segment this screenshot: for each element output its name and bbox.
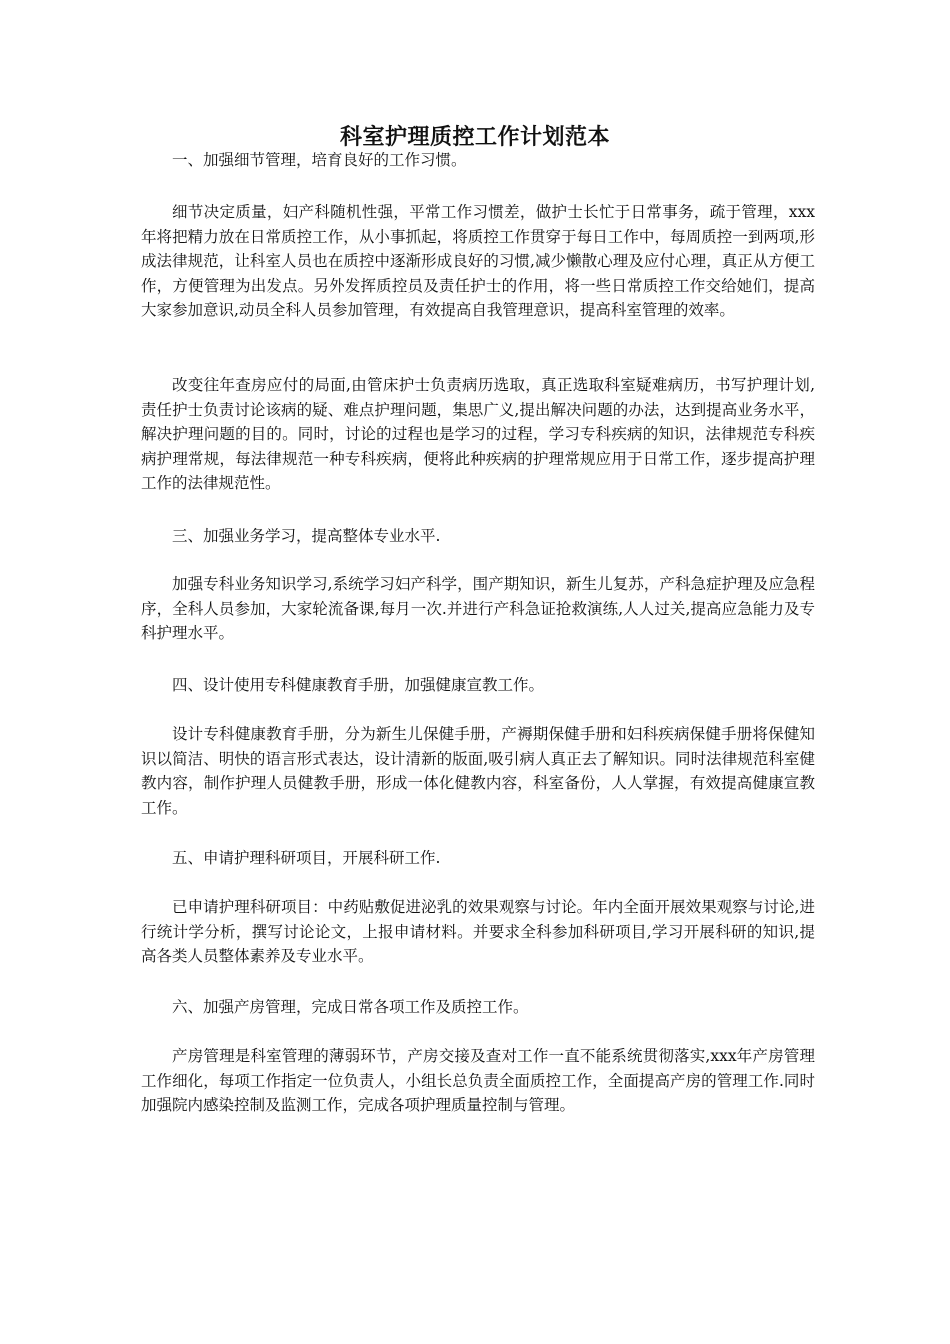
section-5-body: 已申请护理科研项目：中药贴敷促进泌乳的效果观察与讨论。年内全面开展效果观察与讨论,进行统计学分析，撰写讨论论文，上报申请材料。并要求全科参加科研项目,学习开展科研的知识,提高各类人员整体素养及专业水平。 [141, 898, 815, 965]
section-4-heading: 四、设计使用专科健康教育手册，加强健康宣教工作。 [172, 676, 545, 694]
section-6-body: 产房管理是科室管理的薄弱环节，产房交接及查对工作一直不能系统贯彻落实,xxx年产房管理工作细化，每项工作指定一位负责人，小组长总负责全面质控工作，全面提高产房的管理工作.同时加强院内感染控制及监测工作，完成各项护理质量控制与管理。 [141, 1047, 815, 1114]
section-5-heading: 五、申请护理科研项目，开展科研工作. [172, 849, 441, 867]
section-4-body: 设计专科健康教育手册，分为新生儿保健手册，产褥期保健手册和妇科疾病保健手册将保健知识以简洁、明快的语言形式表达，设计清新的版面,吸引病人真正去了解知识。同时法律规范科室健教内容，制作护理人员健教手册，形成一体化健教内容，科室备份，人人掌握，有效提高健康宣教工作。 [141, 725, 815, 817]
section-3-body: 加强专科业务知识学习,系统学习妇产科学，围产期知识，新生儿复苏，产科急症护理及应急程序，全科人员参加，大家轮流备课,每月一次.并进行产科急证抢救演练,人人过关,提高应急能力及专科护理水平。 [141, 575, 815, 642]
section-1-heading: 一、加强细节管理，培育良好的工作习惯。 [172, 151, 467, 169]
section-6-heading: 六、加强产房管理，完成日常各项工作及质控工作。 [172, 998, 529, 1016]
section-2-body: 改变往年查房应付的局面,由管床护士负责病历选取，真正选取科室疑难病历，书写护理计划,责任护士负责讨论该病的疑、难点护理问题，集思广义,提出解决问题的办法，达到提高业务水平，解决护理问题的目的。同时，讨论的过程也是学习的过程，学习专科疾病的知识，法律规范专科疾病护理常规，每法律规范一种专科疾病，便将此种疾病的护理常规应用于日常工作，逐步提高护理工作的法律规范性。 [141, 376, 815, 492]
section-3-heading: 三、加强业务学习，提高整体专业水平. [172, 527, 441, 545]
section-1-body: 细节决定质量，妇产科随机性强，平常工作习惯差，做护士长忙于日常事务，疏于管理，xxx年将把精力放在日常质控工作，从小事抓起，将质控工作贯穿于每日工作中，每周质控一到两项,形成法律规范，让科室人员也在质控中逐渐形成良好的习惯,减少懒散心理及应付心理，真正从方便工作，方便管理为出发点。另外发挥质控员及责任护士的作用，将一些日常质控工作交给她们，提高大家参加意识,动员全科人员参加管理，有效提高自我管理意识，提高科室管理的效率。 [141, 203, 815, 319]
document-title: 科室护理质控工作计划范本 [339, 124, 610, 150]
